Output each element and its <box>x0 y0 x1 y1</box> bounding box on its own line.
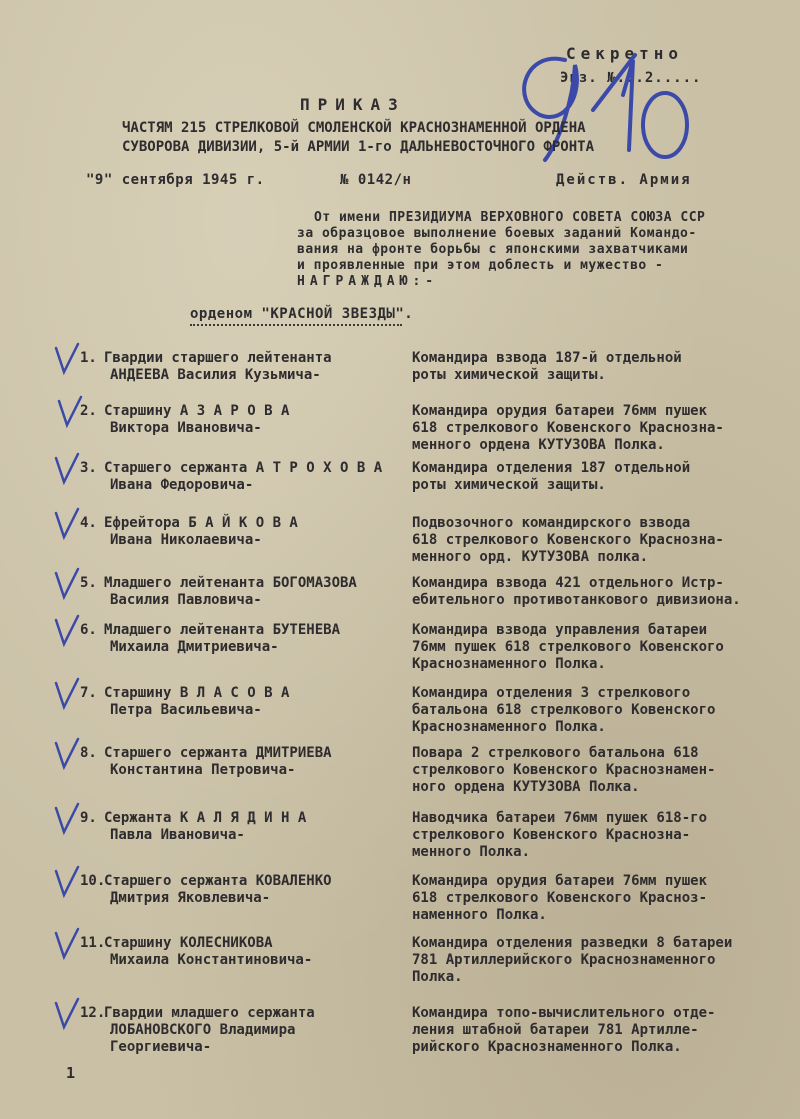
blue-check-mark-icon <box>52 342 82 376</box>
award-entry-position: Командира взвода 187-й отдельной роты химической защиты. <box>412 350 682 383</box>
entry-given-names: Василия Павловича- <box>110 592 262 608</box>
blue-check-mark-icon <box>52 737 82 771</box>
award-entry-name <box>80 810 400 844</box>
blue-check-mark-icon <box>52 507 82 541</box>
award-entry-name <box>80 873 400 907</box>
award-underline <box>190 324 402 326</box>
order-date: "9" сентября 1945 г. <box>86 172 265 188</box>
award-entry-name <box>80 460 400 494</box>
entry-number: 11. <box>80 935 106 951</box>
entry-rank-surname: Старшину КОЛЕСНИКОВА <box>104 935 273 951</box>
blue-check-mark-icon <box>52 452 82 486</box>
entry-rank-surname: Старшего сержанта ДМИТРИЕВА <box>104 745 332 761</box>
entry-given-names: Михаила Константиновича- <box>110 952 313 968</box>
award-entry-position: Наводчика батареи 76мм пушек 618-го стрелкового Ковенского Краснозна- менного Полка. <box>412 810 708 860</box>
award-entry-name <box>80 685 400 719</box>
entry-number: 4. <box>80 515 97 531</box>
entry-given-names: ЛОБАНОВСКОГО Владимира <box>110 1022 296 1038</box>
award-entry-name <box>80 1005 400 1056</box>
award-entry-position: Командира взвода 421 отдельного Истр- ебительного противотанкового дивизиона. <box>412 575 741 608</box>
entry-given-names: Петра Васильевича- <box>110 702 262 718</box>
preamble-line-4: и проявленные при этом доблесть и мужество - <box>297 258 664 273</box>
blue-check-mark-icon <box>52 614 82 648</box>
entry-given-names: Виктора Ивановича- <box>110 420 262 436</box>
award-entry-name <box>80 403 400 437</box>
entry-rank-surname: Старшину В Л А С О В А <box>104 685 290 701</box>
blue-check-mark-icon <box>52 927 82 961</box>
award-entry-position: Командира взвода управления батареи 76мм пушек 618 стрелкового Ковенского Краснознаменного Полка. <box>412 622 724 672</box>
entry-number: 2. <box>80 403 97 419</box>
entry-number: 7. <box>80 685 97 701</box>
blue-check-mark-icon <box>52 802 82 836</box>
entry-given-names: Ивана Федоровича- <box>110 477 254 493</box>
entry-rank-surname: Старшего сержанта А Т Р О Х О В А <box>104 460 383 476</box>
award-entry-name <box>80 515 400 549</box>
award-title: орденом "КРАСНОЙ ЗВЕЗДЫ". <box>190 306 414 322</box>
entry-number: 1. <box>80 350 97 366</box>
award-entry-position: Командира топо-вычислительного отде- ления штабной батареи 781 Артилле- рийского Краснознаменного Полка. <box>412 1005 716 1055</box>
entry-patronymic: Георгиевича- <box>110 1039 212 1055</box>
entry-rank-surname: Старшего сержанта КОВАЛЕНКО <box>104 873 332 889</box>
award-entry-position: Подвозочного командирского взвода 618 стрелкового Ковенского Краснозна- менного орд. КУТУЗОВА полка. <box>412 515 724 565</box>
award-entry-name <box>80 575 400 609</box>
entry-number: 3. <box>80 460 97 476</box>
award-entry-name <box>80 935 400 969</box>
entry-given-names: Дмитрия Яковлевича- <box>110 890 271 906</box>
entry-rank-surname: Гвардии старшего лейтенанта <box>104 350 332 366</box>
award-entry-position: Командира орудия батареи 76мм пушек 618 стрелкового Ковенского Краснозна- менного ордена КУТУЗОВА Полка. <box>412 403 724 453</box>
unit-line-1: ЧАСТЯМ 215 СТРЕЛКОВОЙ СМОЛЕНСКОЙ КРАСНОЗНАМЕННОЙ ОРДЕНА <box>122 120 586 136</box>
entry-number: 6. <box>80 622 97 638</box>
award-entry-name <box>80 350 400 384</box>
entry-number: 8. <box>80 745 97 761</box>
preamble-line-1: От имени ПРЕЗИДИУМА ВЕРХОВНОГО СОВЕТА СОЮЗА ССР <box>314 210 706 225</box>
blue-check-mark-icon <box>52 677 82 711</box>
preamble-line-5: НАГРАЖДАЮ:- <box>297 274 439 289</box>
entry-rank-surname: Старшину А З А Р О В А <box>104 403 290 419</box>
unit-line-2: СУВОРОВА ДИВИЗИИ, 5-й АРМИИ 1-го ДАЛЬНЕВОСТОЧНОГО ФРОНТА <box>122 139 595 155</box>
entry-given-names: Ивана Николаевича- <box>110 532 262 548</box>
award-entry-position: Командира отделения 187 отдельной роты химической защиты. <box>412 460 691 493</box>
page-number: 1 <box>66 1064 76 1082</box>
preamble-line-2: за образцовое выполнение боевых заданий Командо- <box>297 226 697 241</box>
order-location: Действ. Армия <box>556 172 692 188</box>
entry-rank-surname: Младшего лейтенанта БОГОМАЗОВА <box>104 575 357 591</box>
entry-rank-surname: Сержанта К А Л Я Д И Н А <box>104 810 307 826</box>
entry-rank-surname: Ефрейтора Б А Й К О В А <box>104 515 298 531</box>
entry-number: 10. <box>80 873 106 889</box>
entry-given-names: Павла Ивановича- <box>110 827 245 843</box>
entry-number: 9. <box>80 810 97 826</box>
award-entry-name <box>80 745 400 779</box>
award-entry-position: Повара 2 стрелкового батальона 618 стрелкового Ковенского Краснознамен- ного ордена КУТУЗОВА Полка. <box>412 745 716 795</box>
preamble-line-3: вания на фронте борьбы с японскими захватчиками <box>297 242 689 257</box>
award-entry-name <box>80 622 400 656</box>
order-title: ПРИКАЗ <box>300 95 406 114</box>
entry-number: 5. <box>80 575 97 591</box>
entry-given-names: Константина Петровича- <box>110 762 296 778</box>
award-entry-position: Командира отделения 3 стрелкового батальона 618 стрелкового Ковенского Краснознаменного Полка. <box>412 685 716 735</box>
secret-stamp: Секретно <box>566 44 684 63</box>
award-entry-position: Командира орудия батареи 76мм пушек 618 стрелкового Ковенского Красноз- наменного Полка. <box>412 873 708 923</box>
copy-number: Экз. №...2..... <box>560 70 702 86</box>
order-number: № 0142/н <box>340 172 412 188</box>
entry-given-names: Михаила Дмитриевича- <box>110 639 279 655</box>
entry-rank-surname: Гвардии младшего сержанта <box>104 1005 315 1021</box>
entry-rank-surname: Младшего лейтенанта БУТЕНЕВА <box>104 622 341 638</box>
entry-number: 12. <box>80 1005 106 1021</box>
award-entry-position: Командира отделения разведки 8 батареи 781 Артиллерийского Краснознаменного Полка. <box>412 935 733 985</box>
blue-check-mark-icon <box>52 865 82 899</box>
blue-check-mark-icon <box>52 567 82 601</box>
entry-given-names: АНДЕЕВА Василия Кузьмича- <box>110 367 321 383</box>
blue-check-mark-icon <box>52 997 82 1031</box>
